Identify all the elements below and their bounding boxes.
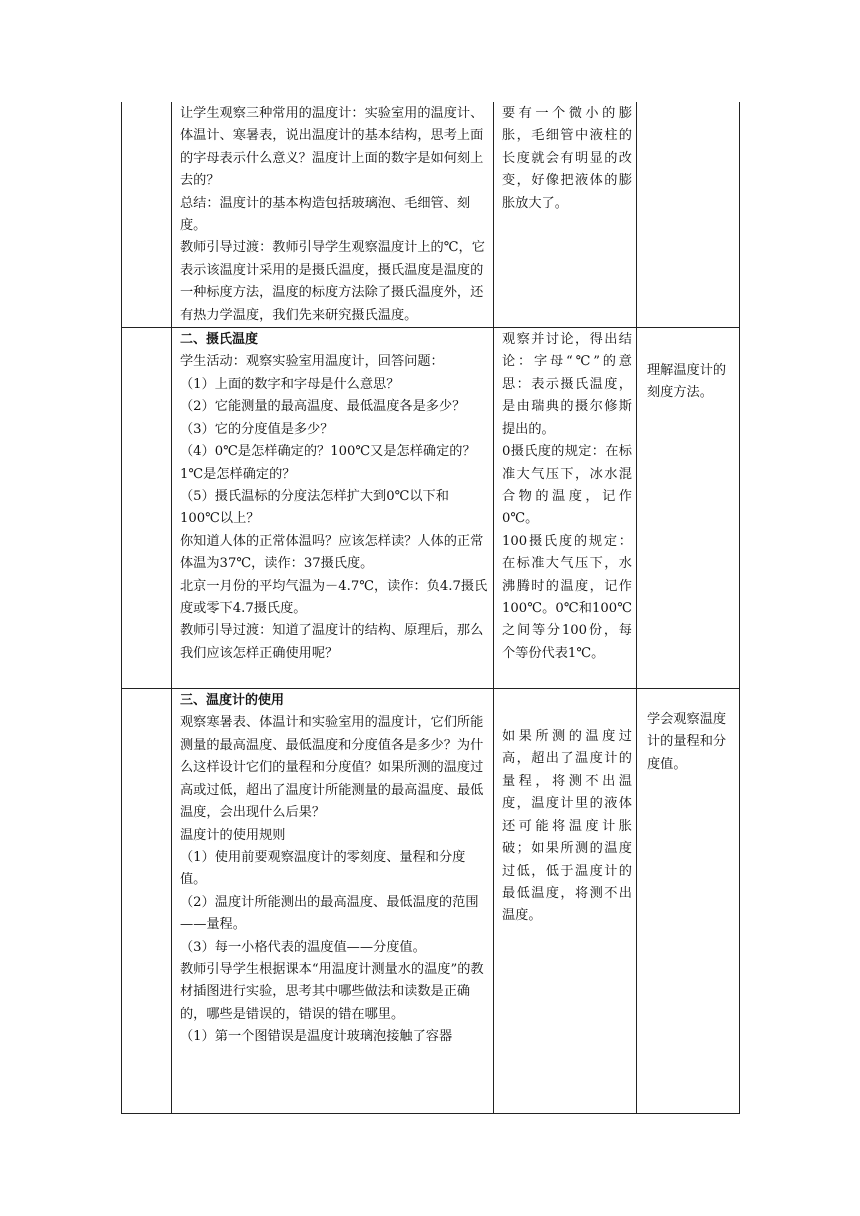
section-heading: 三、温度计的使用 — [180, 693, 285, 709]
paragraph: 总结：温度计的基本构造包括玻璃泡、毛细管、刻度。 — [180, 195, 471, 234]
paragraph: 0摄氏度的规定：在标准大气压下，冰水混合物的温度，记作0℃。 — [502, 444, 632, 527]
section-heading: 二、摄氏温度 — [180, 332, 259, 348]
paragraph: 100摄氏度的规定：在标准大气压下，水沸腾时的温度，记作100℃。0℃和100℃之间等分100份，每个等份代表1℃。 — [502, 533, 632, 661]
teaching-activity-cell — [172, 102, 494, 328]
stage-cell — [122, 328, 172, 689]
paragraph: 观察寒暑表、体温计和实验室用的温度计，它们所能测量的最高温度、最低温度和分度值各是多少？为什么这样设计它们的量程和分度值？如果所测的温度过高或过低，超出了温度计所能测量的最高温度、最低温度，会出现什么后果？ — [180, 715, 484, 821]
table-row — [122, 102, 740, 328]
paragraph: （1）使用前要观察温度计的零刻度、量程和分度值。 — [180, 849, 466, 888]
design-intent-cell — [637, 328, 740, 689]
paragraph: （2）温度计所能测出的最高温度、最低温度的范围——量程。 — [180, 894, 479, 933]
paragraph: （2）它能测量的最高温度、最低温度各是多少？ — [180, 399, 466, 415]
paragraph: 要有一个微小的膨胀，毛细管中液柱的长度就会有明显的改变，好像把液体的膨胀放大了。 — [502, 106, 632, 211]
paragraph: （3）每一小格代表的温度值——分度值。 — [180, 939, 426, 955]
paragraph: 温度计的使用规则 — [180, 827, 286, 843]
table-row — [122, 689, 740, 1114]
paragraph: 让学生观察三种常用的温度计：实验室用的温度计、体温计、寒暑表，说出温度计的基本结构，思考上面的字母表示什么意义？温度计上面的数字是如何刻上去的？ — [180, 106, 484, 189]
paragraph: 理解温度计的刻度方法。 — [647, 363, 727, 401]
student-activity-cell — [494, 689, 637, 1114]
paragraph: （3）它的分度值是多少？ — [180, 421, 334, 437]
design-intent-cell — [637, 102, 740, 328]
lesson-plan-table — [121, 102, 740, 1114]
paragraph: 北京一月份的平均气温为－4.7℃，读作：负4.7摄氏度或零下4.7摄氏度。 — [180, 578, 488, 616]
paragraph: 学会观察温度计的量程和分度值。 — [647, 712, 727, 772]
design-intent-cell — [637, 689, 740, 1114]
stage-cell — [122, 102, 172, 328]
table-row — [122, 328, 740, 689]
paragraph: 观察并讨论，得出结论：字母“℃”的意思：表示摄氏温度，是由瑞典的摄尔修斯提出的。 — [502, 332, 632, 437]
student-activity-cell — [494, 328, 637, 689]
stage-cell — [122, 689, 172, 1114]
paragraph: 学生活动：观察实验室用温度计，回答问题： — [180, 354, 444, 370]
paragraph: 你知道人体的正常体温吗？应该怎样读？人体的正常体温为37℃，读作：37摄氏度。 — [180, 533, 484, 572]
paragraph: （5）摄氏温标的分度法怎样扩大到0℃以下和100℃以上？ — [180, 488, 449, 527]
paragraph: （1）上面的数字和字母是什么意思？ — [180, 376, 400, 392]
student-activity-cell — [494, 102, 637, 328]
paragraph: （1）第一个图错误是温度计玻璃泡接触了容器 — [180, 1029, 453, 1045]
paragraph: 教师引导过渡：教师引导学生观察温度计上的℃，它表示该温度计采用的是摄氏温度，摄氏温度是温度的一种标度方法，温度的标度方法除了摄氏温度外，还有热力学温度，我们先来研究摄氏温度。 — [180, 240, 485, 323]
paragraph: 如果所测的温度过高，超出了温度计的量程，将测不出温度，温度计里的液体还可能将温度计胀破；如果所测的温度过低，低于温度计的最低温度，将测不出温度。 — [502, 729, 632, 924]
paragraph: （4）0℃是怎样确定的？100℃又是怎样确定的？1℃是怎样确定的？ — [180, 444, 476, 482]
teaching-activity-cell — [172, 689, 494, 1114]
paragraph: 教师引导学生根据课本“用温度计测量水的温度”的教材插图进行实验，思考其中哪些做法和读数是正确的，哪些是错误的，错误的错在哪里。 — [180, 961, 484, 1022]
teaching-activity-cell — [172, 328, 494, 689]
paragraph: 教师引导过渡：知道了温度计的结构、原理后，那么我们应该怎样正确使用呢？ — [180, 623, 484, 661]
